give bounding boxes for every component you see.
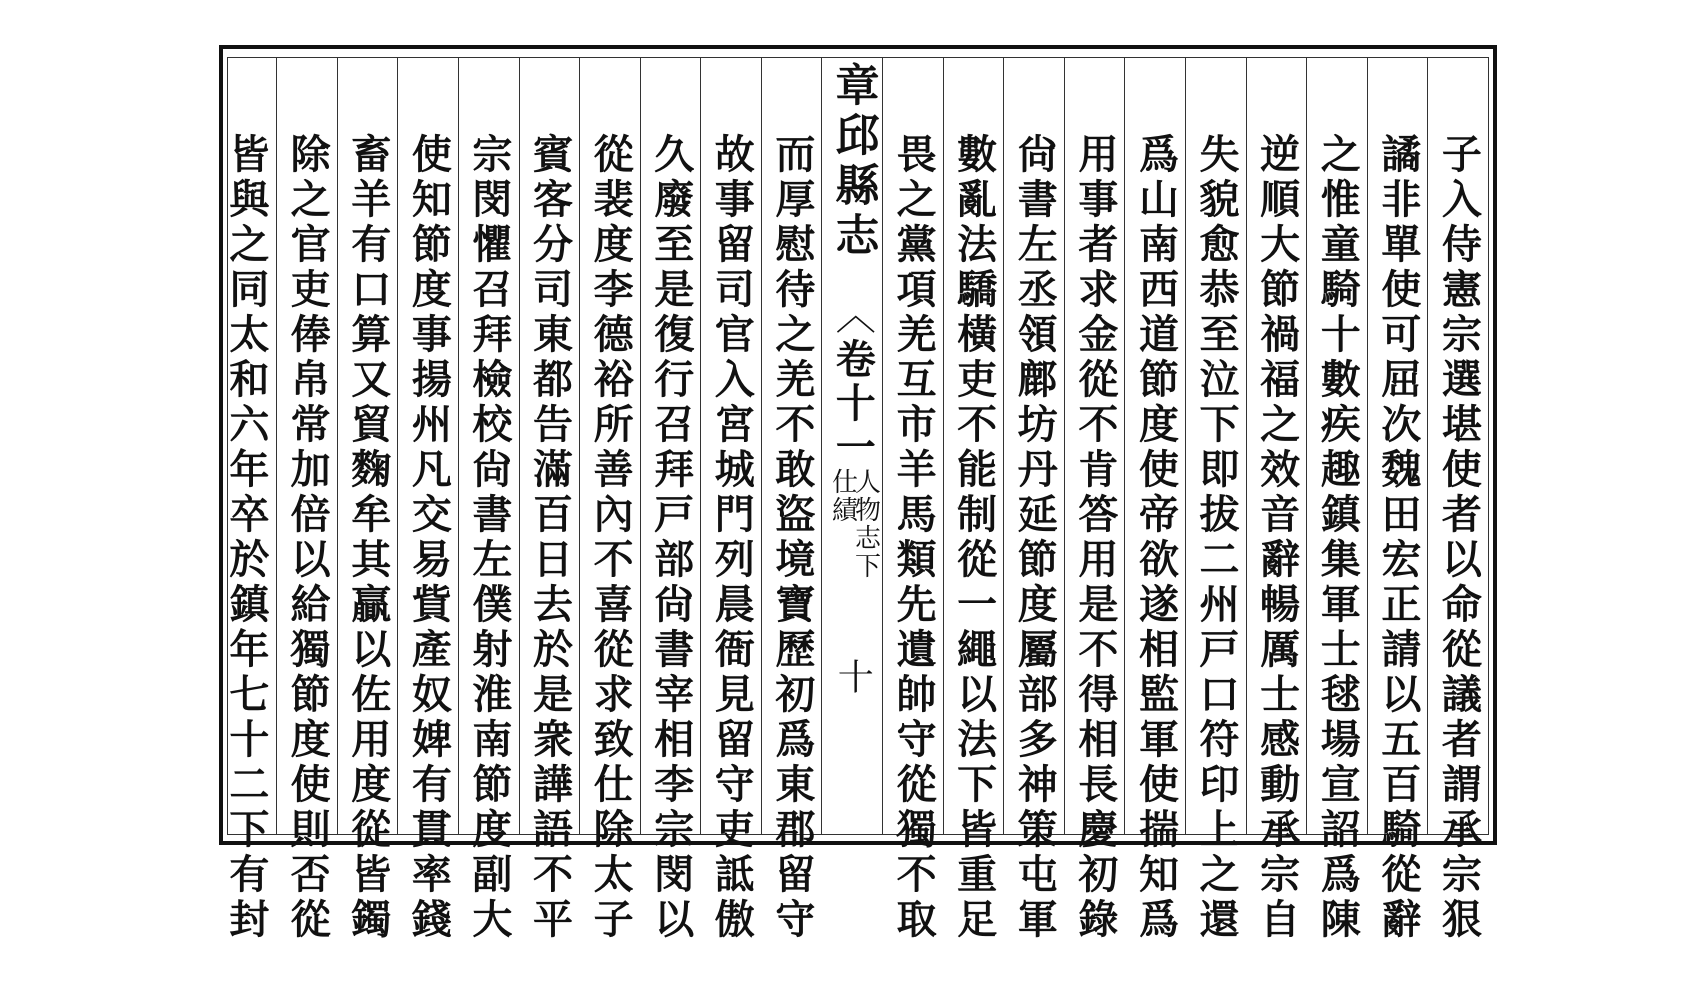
text-column	[519, 58, 580, 943]
book-title: 章邱縣志	[827, 62, 879, 262]
column-text: 子入侍憲宗選堪使者以命從議者謂承宗狠	[1435, 133, 1483, 943]
column-text: 使知節度事揚州凡交易貲產奴婢有貫率錢	[405, 133, 453, 943]
column-text: 宗閔懼召拜檢校尙書左僕射淮南節度副大	[465, 133, 513, 943]
column-text: 用事者求金從不肯答用是不得相長慶初錄	[1071, 133, 1119, 943]
text-column	[579, 58, 640, 943]
column-text: 畏之黨項羌互市羊馬類先遺帥守從獨不取	[890, 133, 938, 943]
volume-number: 卷十一	[829, 338, 877, 470]
text-column	[1124, 58, 1185, 943]
text-column	[700, 58, 761, 943]
column-text: 久廢至是復行召拜戸部尙書宰相李宗閔以	[647, 133, 695, 943]
subsection-title: 仕績	[827, 468, 858, 524]
column-text: 數亂法驕橫吏不能制從一繩以法下皆重足	[950, 133, 998, 943]
text-column	[1427, 58, 1488, 943]
column-text: 從裴度李德裕所善內不喜從求致仕除太子	[587, 133, 635, 943]
text-column	[1185, 58, 1246, 943]
column-text: 尙書左丞領鄜坊丹延節度屬部多神策屯軍	[1011, 133, 1059, 943]
text-column	[216, 58, 277, 943]
column-text: 爲山南西道節度使帝欲遂相監軍使揣知爲	[1132, 133, 1180, 943]
text-columns	[222, 58, 1488, 943]
text-column	[1367, 58, 1428, 943]
text-column	[1003, 58, 1064, 943]
text-column	[1064, 58, 1125, 943]
text-column	[397, 58, 458, 943]
column-text: 皆與之同太和六年卒於鎮年七十二下有封	[222, 133, 270, 943]
column-text: 譎非單使可屈次魏田宏正請以五百騎從辭	[1374, 133, 1422, 943]
text-column	[1306, 58, 1367, 943]
column-text: 賓客分司東都告滿百日去於是衆譁語不平	[526, 133, 574, 943]
column-text: 之惟童騎十數疾趣鎮集軍士毬場宣詔爲陳	[1314, 133, 1362, 943]
text-column	[761, 58, 822, 943]
text-column	[943, 58, 1004, 943]
text-column	[640, 58, 701, 943]
column-text: 失貌愈恭至泣下即拔二州戸口符印上之還	[1193, 133, 1241, 943]
column-text: 畜羊有口算又貿麴牟其贏以佐用度從皆鐲	[344, 133, 392, 943]
book-page	[219, 45, 1497, 943]
page-frame	[222, 57, 1489, 943]
column-text: 而厚慰待之羌不敢盜境寶歷初爲東郡留守	[768, 133, 816, 943]
volume-label: 〈卷十一	[829, 294, 877, 470]
column-text: 逆順大節禍福之效音辭暢厲士感動承宗自	[1253, 133, 1301, 943]
text-column	[276, 58, 337, 943]
text-column	[458, 58, 519, 943]
text-column	[337, 58, 398, 943]
section-labels	[827, 468, 881, 580]
page-number: 十	[832, 658, 874, 694]
column-text: 除之官吏俸帛常加倍以給獨節度使則否從	[284, 133, 332, 943]
column-text: 故事留司官入宮城門列晨衙見留守吏詆傲	[708, 133, 756, 943]
text-column	[1246, 58, 1307, 943]
center-fold-column	[821, 58, 882, 834]
text-column	[882, 58, 943, 943]
section-title: 人物志下	[850, 468, 881, 580]
